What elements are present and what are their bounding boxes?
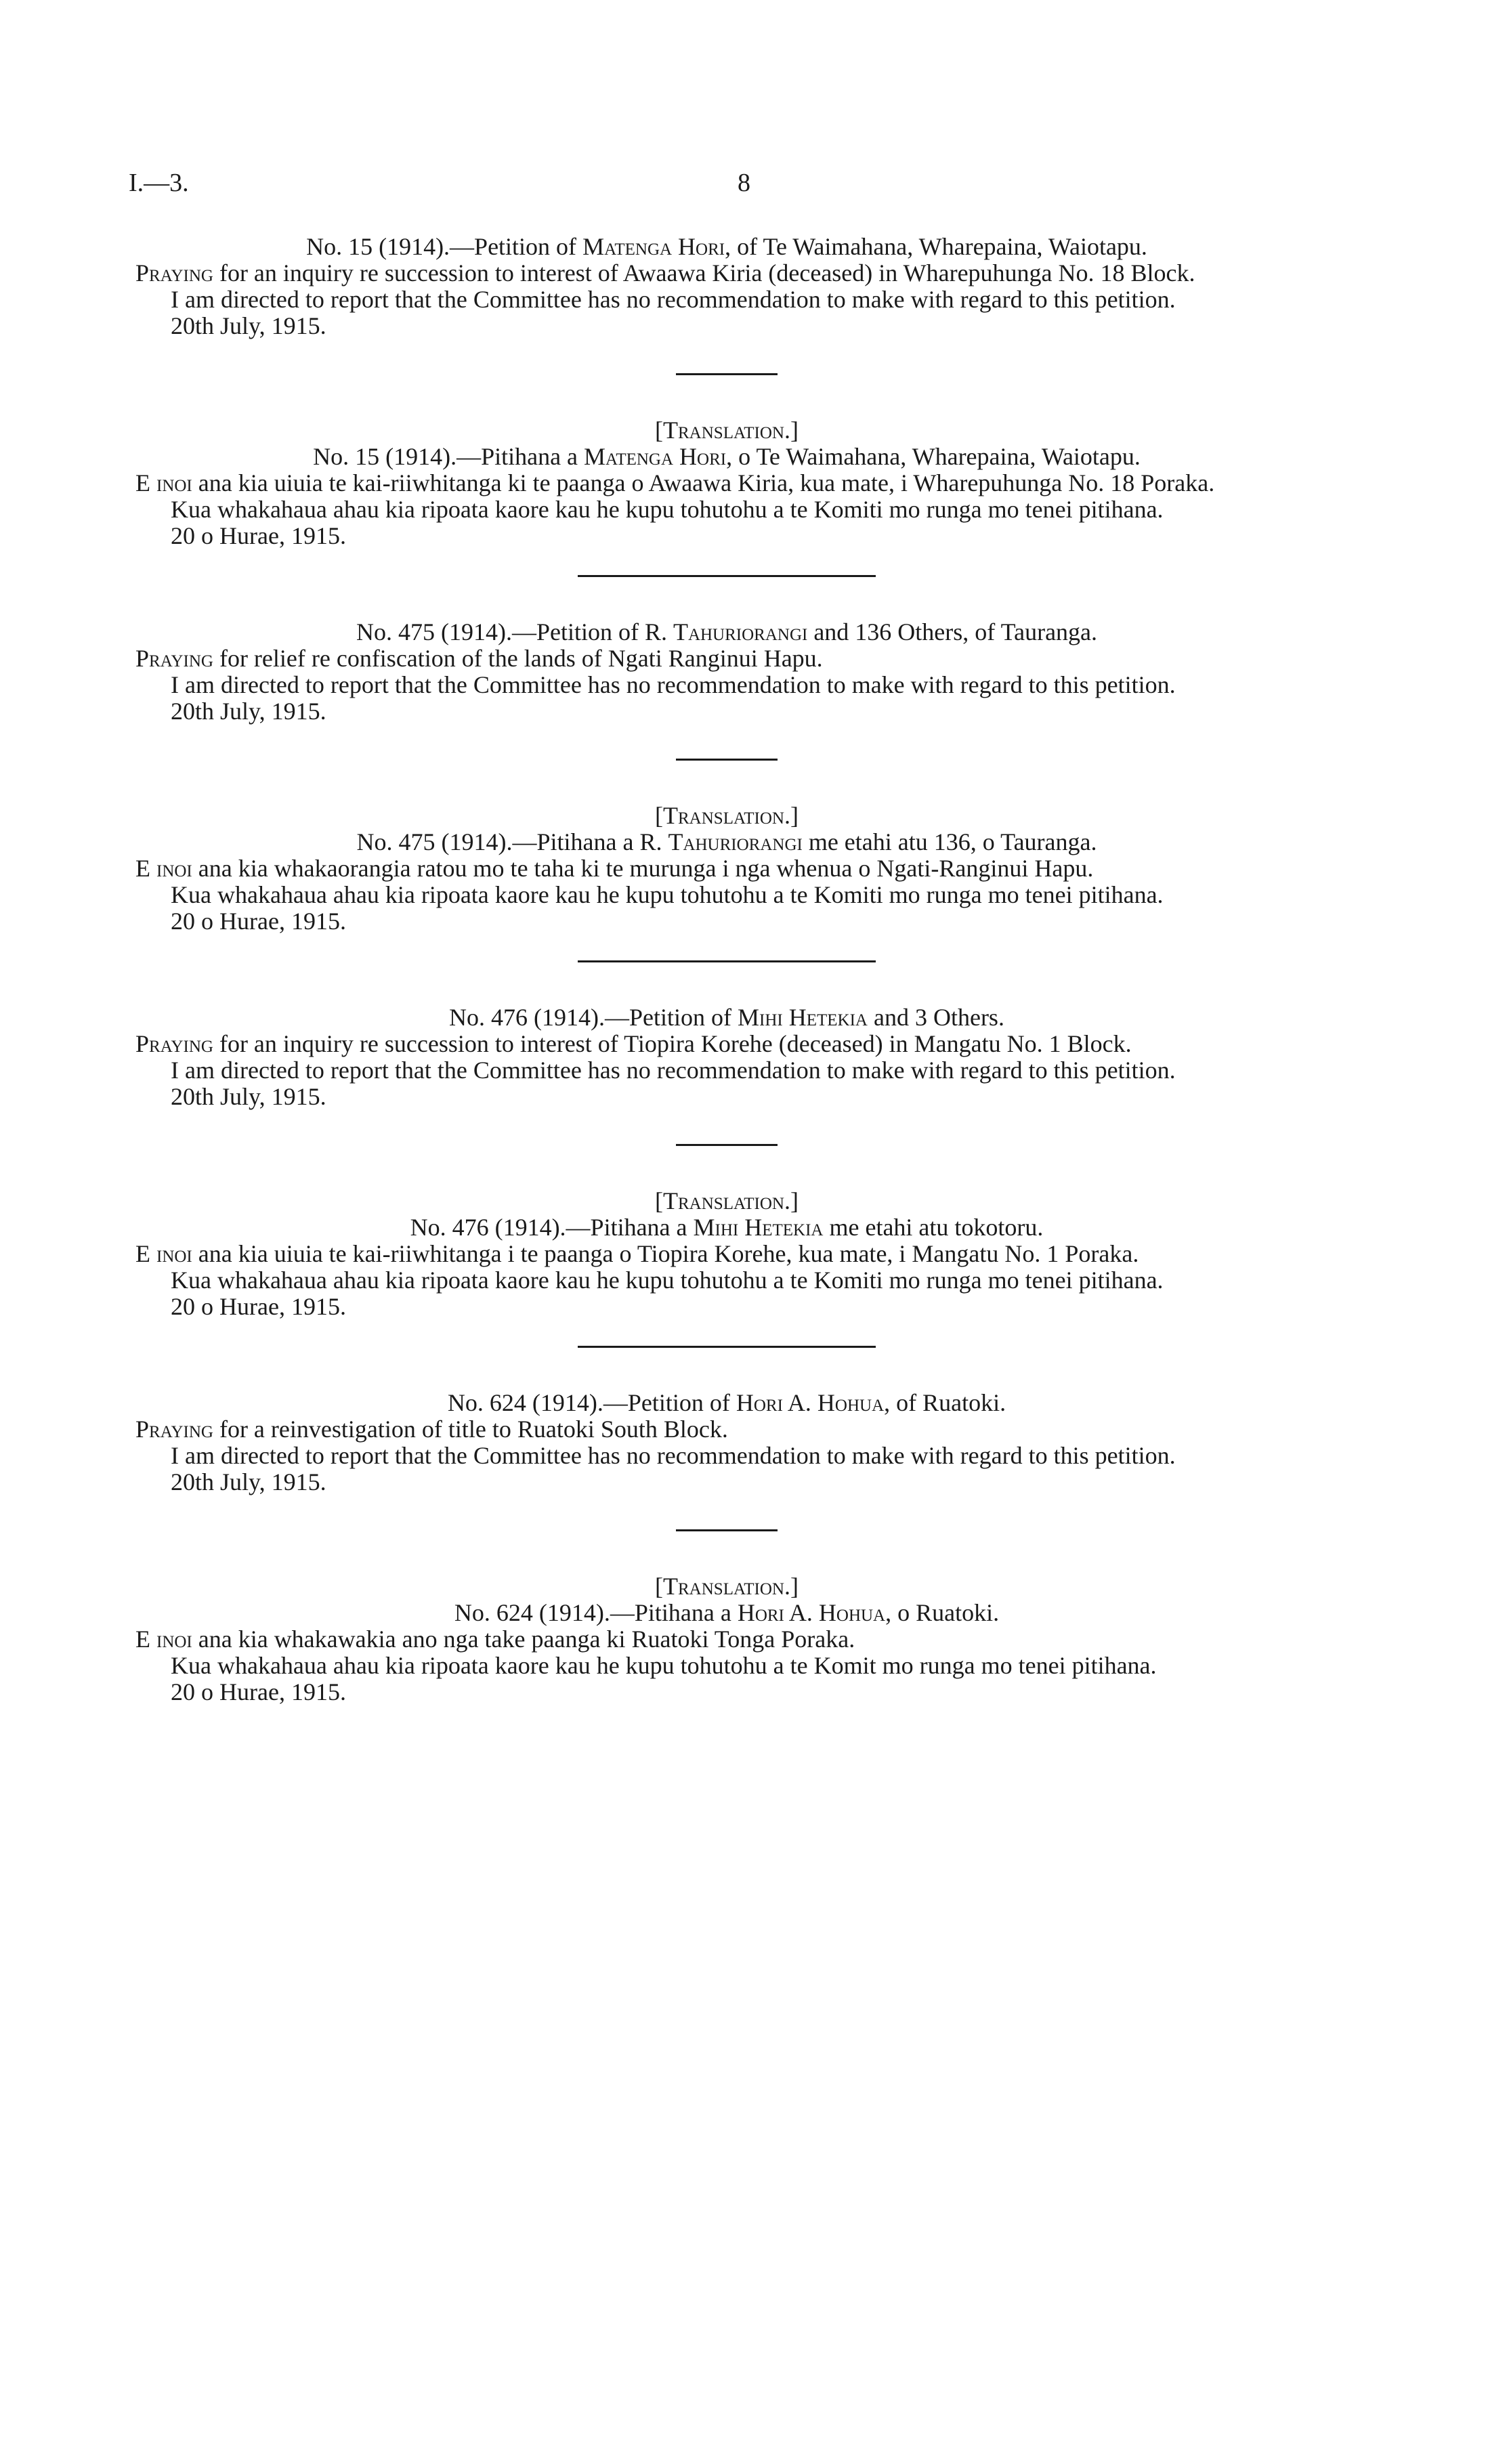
page-header [129,168,1359,209]
petition-prayer: Praying for an inquiry re succession to interest of Tiopira Korehe (deceased) in Mangatu No. 1 Block. [135,1030,1132,1057]
report-date: 20th July, 1915. [171,312,326,339]
translation-prayer: E inoi ana kia uiuia te kai-riiwhitanga ki te paanga o Awaawa Kiria, kua mate, i Wharepuhunga No. 18 Poraka. [135,469,1215,496]
report-date: 20th July, 1915. [171,1083,326,1110]
petition-entry [135,619,1318,725]
translation-report: Kua whakahaua ahau kia ripoata kaore kau he kupu tohutohu a te Komiti mo runga mo tenei pitihana. [171,496,1164,523]
petition-title: No. 476 (1914).—Petition of Mihi Hetekia and 3 Others. [449,1004,1004,1031]
petition-title: No. 15 (1914).—Petition of Matenga Hori, of Te Waimahana, Wharepaina, Waiotapu. [306,233,1147,260]
translation-title: No. 475 (1914).—Pitihana a R. Tahuriorangi me etahi atu 136, o Tauranga. [356,828,1097,855]
page-number: 8 [738,169,750,197]
petitioner-name: Matenga Hori [584,443,727,470]
petitioner-name: Hori A. Hohua [736,1389,885,1416]
section-divider [676,1144,778,1146]
translation-date: 20 o Hurae, 1915. [171,522,346,549]
translation-label: [Translation.] [655,1187,799,1214]
translation-date: 20 o Hurae, 1915. [171,1293,346,1320]
section-divider [676,759,778,761]
petition-entry [135,234,1318,339]
petition-entry [135,1390,1318,1495]
translation-title: No. 15 (1914).—Pitihana a Matenga Hori, o Te Waimahana, Wharepaina, Waiotapu. [313,443,1141,470]
committee-report: I am directed to report that the Committee has no recommendation to make with regard to this petition. [171,1057,1176,1084]
petitioner-name: Hori A. Hohua [737,1599,886,1626]
translation-prayer: E inoi ana kia whakawakia ano nga take paanga ki Ruatoki Tonga Poraka. [135,1626,855,1653]
entry-divider [578,1346,876,1348]
petition-prayer: Praying for an inquiry re succession to interest of Awaawa Kiria (deceased) in Wharepuhunga No. 18 Block. [135,259,1195,286]
entry-divider [578,960,876,962]
translation-entry [135,1188,1318,1320]
document-reference: I.—3. [129,169,189,197]
page-content [135,234,1318,1705]
entry-divider [578,575,876,577]
translation-entry [135,417,1318,549]
translation-entry [135,1573,1318,1705]
translation-label: [Translation.] [655,417,799,444]
report-date: 20th July, 1915. [171,698,326,725]
petitioner-name: Mihi Hetekia [693,1214,824,1241]
section-divider [676,1529,778,1531]
translation-report: Kua whakahaua ahau kia ripoata kaore kau he kupu tohutohu a te Komiti mo runga mo tenei pitihana. [171,881,1164,908]
petition-title: No. 475 (1914).—Petition of R. Tahuriorangi and 136 Others, of Tauranga. [356,618,1098,645]
translation-prayer: E inoi ana kia whakaorangia ratou mo te taha ki te murunga i nga whenua o Ngati-Ranginui Hapu. [135,855,1094,882]
committee-report: I am directed to report that the Committee has no recommendation to make with regard to this petition. [171,1442,1176,1469]
committee-report: I am directed to report that the Committee has no recommendation to make with regard to this petition. [171,671,1176,698]
report-date: 20th July, 1915. [171,1468,326,1495]
petitioner-name: Mihi Hetekia [738,1004,868,1031]
translation-prayer: E inoi ana kia uiuia te kai-riiwhitanga i te paanga o Tiopira Korehe, kua mate, i Mangatu No. 1 Poraka. [135,1240,1139,1267]
petitioner-name: Tahuriorangi [668,828,803,855]
section-divider [676,373,778,375]
translation-date: 20 o Hurae, 1915. [171,1678,346,1705]
translation-report: Kua whakahaua ahau kia ripoata kaore kau he kupu tohutohu a te Komiti mo runga mo tenei pitihana. [171,1267,1164,1294]
petitioner-name: Tahuriorangi [673,618,808,645]
translation-date: 20 o Hurae, 1915. [171,908,346,935]
translation-label: [Translation.] [655,1573,799,1600]
committee-report: I am directed to report that the Committee has no recommendation to make with regard to this petition. [171,286,1176,313]
petition-prayer: Praying for a reinvestigation of title to Ruatoki South Block. [135,1416,728,1443]
petition-prayer: Praying for relief re confiscation of the lands of Ngati Ranginui Hapu. [135,645,823,672]
petition-entry [135,1004,1318,1110]
translation-report: Kua whakahaua ahau kia ripoata kaore kau he kupu tohutohu a te Komit mo runga mo tenei pitihana. [171,1652,1157,1679]
translation-entry [135,803,1318,935]
petitioner-name: Matenga Hori [582,233,725,260]
petition-title: No. 624 (1914).—Petition of Hori A. Hohua, of Ruatoki. [447,1389,1006,1416]
translation-title: No. 476 (1914).—Pitihana a Mihi Hetekia me etahi atu tokotoru. [410,1214,1044,1241]
translation-label: [Translation.] [655,802,799,829]
translation-title: No. 624 (1914).—Pitihana a Hori A. Hohua, o Ruatoki. [454,1599,1000,1626]
